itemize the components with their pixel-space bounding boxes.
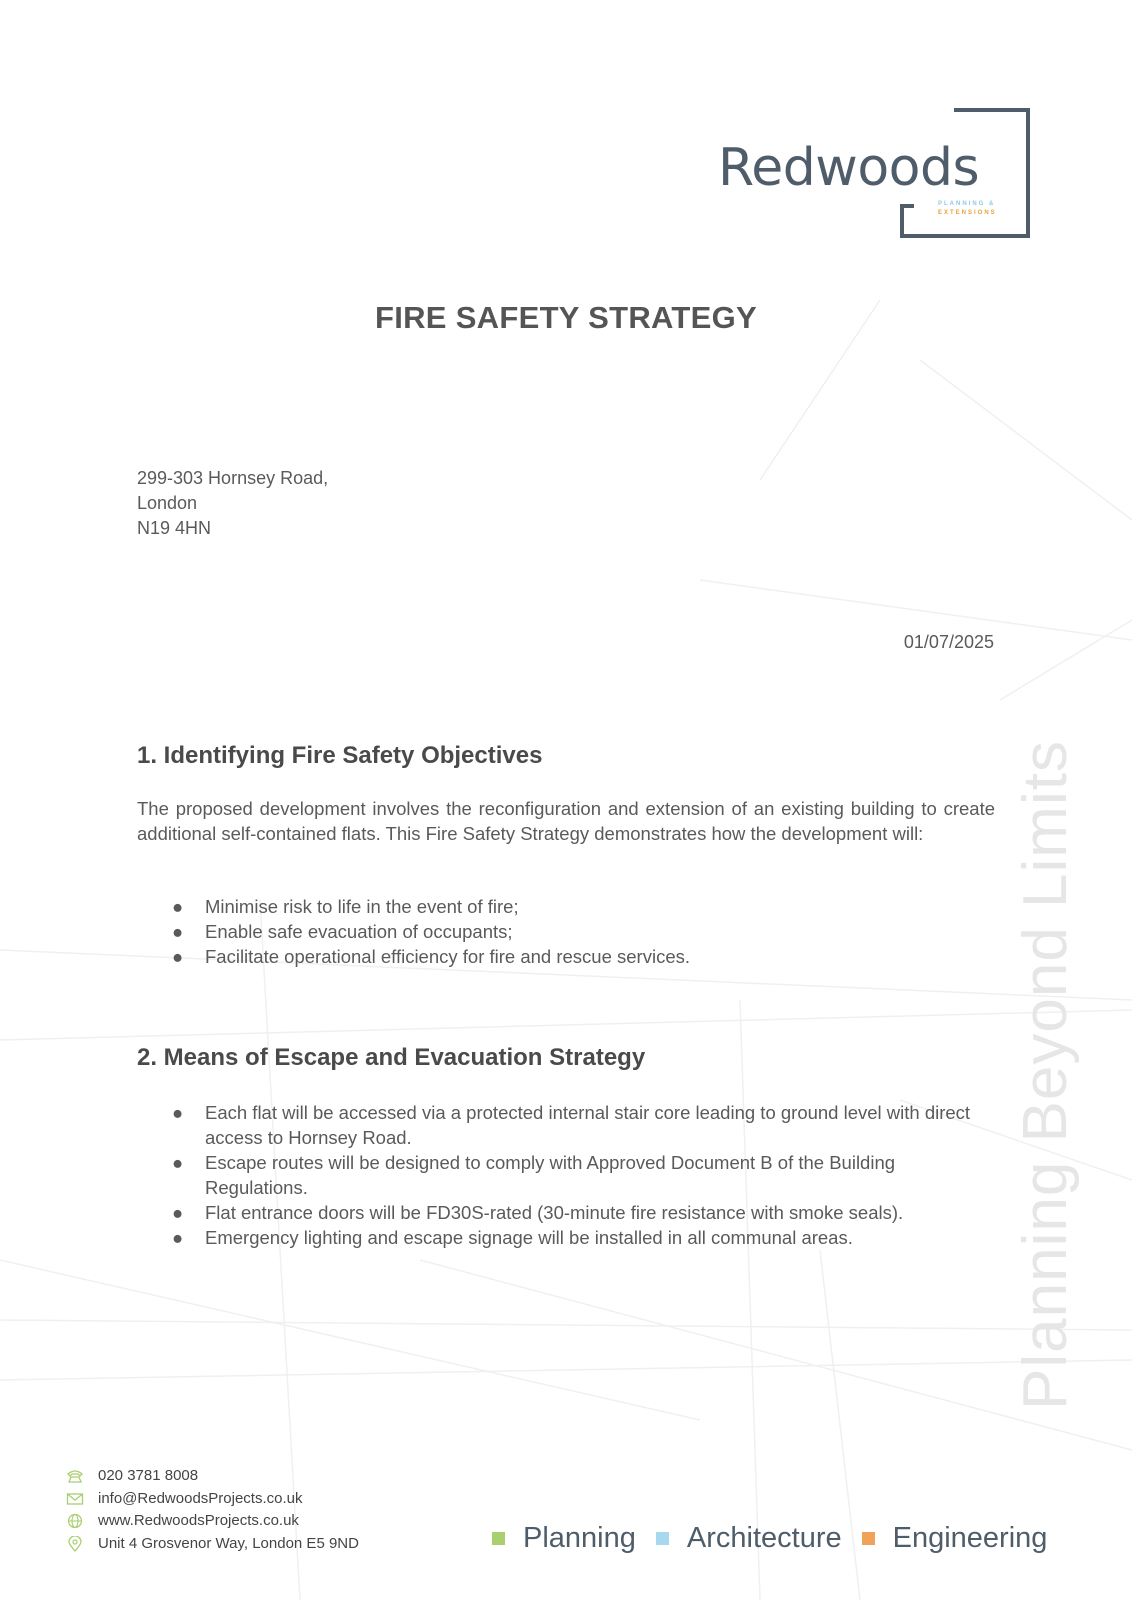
objectives-list [170, 894, 1000, 969]
service-engineering [862, 1522, 1048, 1555]
contact-phone [66, 1465, 359, 1488]
redwoods-logo [718, 108, 1030, 238]
address-line: London [137, 493, 198, 513]
orange-square-icon [862, 1532, 875, 1545]
list-item-text: Facilitate operational efficiency for fire and rescue services. [205, 946, 691, 967]
phone-number[interactable]: 020 3781 8008 [98, 1467, 199, 1484]
list-item [170, 1150, 1000, 1200]
address-line: 299-303 Hornsey Road, [137, 468, 329, 488]
bullet-icon: ● [172, 896, 184, 917]
logo-tagline [938, 200, 997, 218]
list-item [170, 894, 1000, 919]
list-item [170, 1200, 1000, 1225]
service-label: Architecture [686, 1522, 842, 1554]
logo-tagline-line1: PLANNING & [938, 201, 996, 207]
logo-tagline-line2: EXTENSIONS [938, 210, 997, 216]
bullet-icon: ● [172, 1227, 184, 1248]
phone-icon [66, 1468, 84, 1484]
section-paragraph: The proposed development involves the reconfiguration and extension of an existing building to create additional self-contained flats. This Fire Safety Strategy demonstrates how the development will: [137, 798, 995, 844]
service-planning [492, 1522, 636, 1555]
bullet-icon: ● [172, 921, 184, 942]
tagline-watermark: Planning Beyond Limits [1011, 740, 1080, 1410]
list-item-text: Flat entrance doors will be FD30S-rated (30-minute fire resistance with smoke seals). [205, 1202, 904, 1223]
email-link[interactable]: info@RedwoodsProjects.co.uk [98, 1489, 303, 1507]
list-item-text: Minimise risk to life in the event of fire; [205, 896, 519, 917]
bullet-icon: ● [172, 1202, 184, 1223]
list-item [170, 944, 1000, 969]
document-date: 01/07/2025 [903, 632, 994, 652]
section-heading-objectives: 1. Identifying Fire Safety Objectives [137, 742, 543, 769]
site-address [137, 466, 328, 541]
office-address: Unit 4 Grosvenor Way, London E5 9ND [98, 1534, 359, 1552]
document-title: FIRE SAFETY STRATEGY [374, 300, 758, 335]
contact-address [66, 1533, 359, 1556]
list-item-text: Emergency lighting and escape signage will be installed in all communal areas. [205, 1227, 853, 1248]
globe-icon [66, 1513, 84, 1529]
services-list [492, 1522, 1067, 1555]
service-label: Planning [523, 1522, 636, 1554]
blue-square-icon [656, 1532, 669, 1545]
escape-list [170, 1100, 1000, 1250]
list-item-text: Enable safe evacuation of occupants; [205, 921, 513, 942]
contact-email [66, 1488, 359, 1511]
location-pin-icon [66, 1536, 84, 1552]
service-architecture [656, 1522, 842, 1555]
list-item [170, 1225, 1000, 1250]
footer-contact [66, 1465, 359, 1555]
logo-wordmark: Redwoods [718, 138, 980, 198]
contact-website [66, 1510, 359, 1533]
list-item-text: Each flat will be accessed via a protected internal stair core leading to ground level with direct access to Hornsey Road. [205, 1102, 971, 1148]
service-label: Engineering [892, 1522, 1048, 1554]
list-item [170, 1100, 1000, 1150]
bullet-icon: ● [172, 946, 184, 967]
email-icon [66, 1491, 84, 1507]
list-item [170, 919, 1000, 944]
address-line: N19 4HN [137, 518, 212, 538]
section-heading-escape: 2. Means of Escape and Evacuation Strategy [137, 1044, 646, 1071]
green-square-icon [492, 1532, 505, 1545]
bullet-icon: ● [172, 1102, 184, 1123]
bullet-icon: ● [172, 1152, 184, 1173]
list-item-text: Escape routes will be designed to comply with Approved Document B of the Building Regulations. [205, 1152, 896, 1198]
website-link[interactable]: www.RedwoodsProjects.co.uk [98, 1512, 299, 1529]
